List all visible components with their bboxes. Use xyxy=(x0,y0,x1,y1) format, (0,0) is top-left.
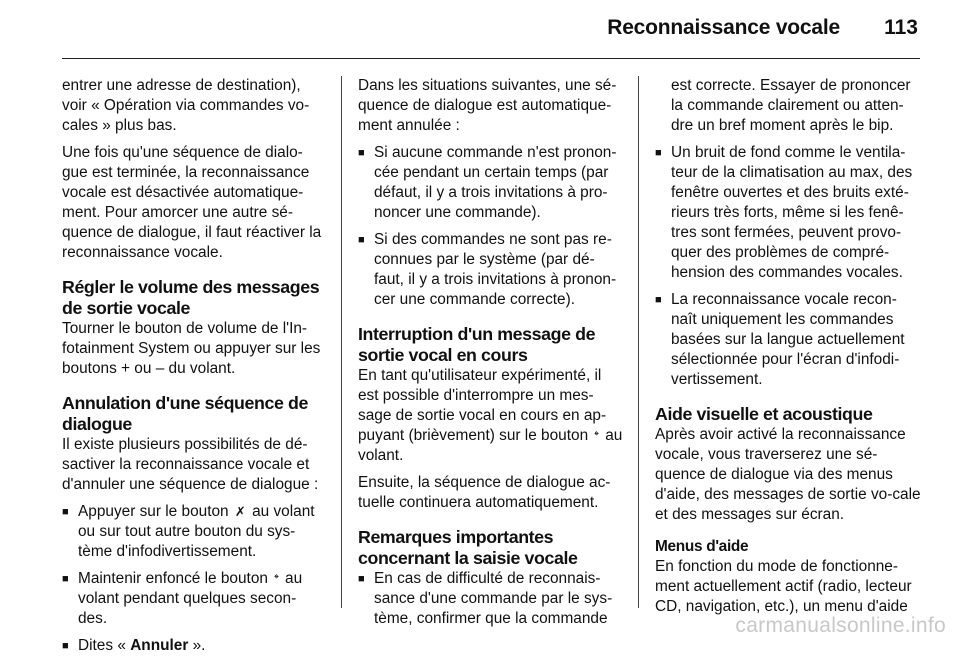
hangup-button-icon: ✗ xyxy=(234,504,246,519)
list-item: ■ Si aucune commande n'est pronon-cée pendant un certain temps (par défaut, il y a trois invitations à pro-noncer une commande). xyxy=(358,143,623,223)
paragraph: entrer une adresse de destination), voir « Opération via commandes vo-cales » plus bas. xyxy=(62,77,310,134)
paragraph: Il existe plusieurs possibilités de dé-sactiver la reconnaissance vocale et d'annuler une séquence de dialogue : xyxy=(62,436,319,493)
list-item xyxy=(62,502,324,562)
paragraph xyxy=(358,366,623,466)
voice-button-icon: 𝄌 xyxy=(594,428,599,443)
paragraph-text: au volant. xyxy=(358,427,623,464)
paragraph-text: En tant qu'utilisateur expérimenté, il est possible d'interrompre un mes-sage de sortie vocal en cours en ap-puyant (brièvement) sur le bouton xyxy=(358,367,607,444)
paragraph: Ensuite, la séquence de dialogue ac-tuelle continuera automatiquement. xyxy=(358,474,611,511)
paragraph: En fonction du mode de fonctionne-ment actuellement actif (radio, lecteur CD, navigation, etc.), un menu d'aide xyxy=(655,558,912,615)
command-keyword: Annuler xyxy=(130,637,189,654)
section-heading-remarks: Remarques importantes concernant la saisie vocale xyxy=(358,527,578,568)
section-heading-help: Aide visuelle et acoustique xyxy=(655,404,873,424)
list-item: ■ Si des commandes ne sont pas re-connues par le système (par dé-faut, il y a trois invitations à pronon-cer une commande correcte). xyxy=(358,230,623,310)
column-divider xyxy=(341,76,342,608)
header-rule xyxy=(62,58,920,59)
subheading-help-menus: Menus d'aide xyxy=(655,538,749,555)
list-item-text: Appuyer sur le bouton xyxy=(78,503,229,520)
list-item-text: au volant pendant quelques secon-des. xyxy=(78,570,303,627)
column-3 xyxy=(655,76,921,624)
section-heading-interrupt: Interruption d'un message de sortie vocal en cours xyxy=(358,324,596,365)
list-item-text: Maintenir enfoncé le bouton xyxy=(78,570,268,587)
column-divider xyxy=(638,76,639,608)
bullet-list xyxy=(655,143,921,390)
list-item: ■ Un bruit de fond comme le ventila-teur de la climatisation au max, des fenêtre ouvertes et des bruits exté-rieurs très forts, même si les fenê-tres sont fermées, peuvent provo-quer des problèmes de compré-hension des commandes vocales. xyxy=(655,143,921,283)
list-item: ■ La reconnaissance vocale recon-naît uniquement les commandes basées sur la langue actuellement sélectionnée pour l'écran d'infodi-vertissement. xyxy=(655,290,921,390)
paragraph: Une fois qu'une séquence de dialo-gue est terminée, la reconnaissance vocale est désactivée automatique-ment. Pour amorcer une autre sé-quence de dialogue, il faut réactiver la reconnaissance vocale. xyxy=(62,144,322,261)
column-2 xyxy=(358,76,623,636)
page-title: Reconnaissance vocale xyxy=(607,16,840,39)
column-1 xyxy=(62,76,324,663)
page-number: 113 xyxy=(884,16,918,39)
list-item-text: Dites « xyxy=(78,637,126,654)
paragraph: est correcte. Essayer de prononcer la commande clairement ou atten-dre un bref moment après le bip. xyxy=(671,77,911,134)
list-item xyxy=(62,636,324,656)
section-heading-cancel: Annulation d'une séquence de dialogue xyxy=(62,393,308,434)
paragraph: Après avoir activé la reconnaissance vocale, vous traverserez une sé-quence de dialogue via des menus d'aide, des messages de sortie vo-cale et des messages sur écran. xyxy=(655,426,921,523)
list-item-text: au volant ou sur tout autre bouton du sys-tème d'infodivertissement. xyxy=(78,503,315,560)
paragraph: Tourner le bouton de volume de l'In-fotainment System ou appuyer sur les boutons + ou – du volant. xyxy=(62,320,321,377)
bullet-list xyxy=(358,143,623,310)
section-heading-volume: Régler le volume des messages de sortie vocale xyxy=(62,277,320,318)
list-item-text: ». xyxy=(192,637,206,654)
watermark: carmanualsonline.info xyxy=(735,614,946,637)
bullet-list xyxy=(358,569,623,629)
list-item: ■ En cas de difficulté de reconnais-sance d'une commande par le sys-tème, confirmer que la commande xyxy=(358,569,623,629)
list-item xyxy=(62,569,324,629)
voice-button-icon: 𝄌 xyxy=(274,571,279,586)
bullet-list xyxy=(62,502,324,656)
paragraph: Dans les situations suivantes, une sé-quence de dialogue est automatique-ment annulée : xyxy=(358,77,617,134)
